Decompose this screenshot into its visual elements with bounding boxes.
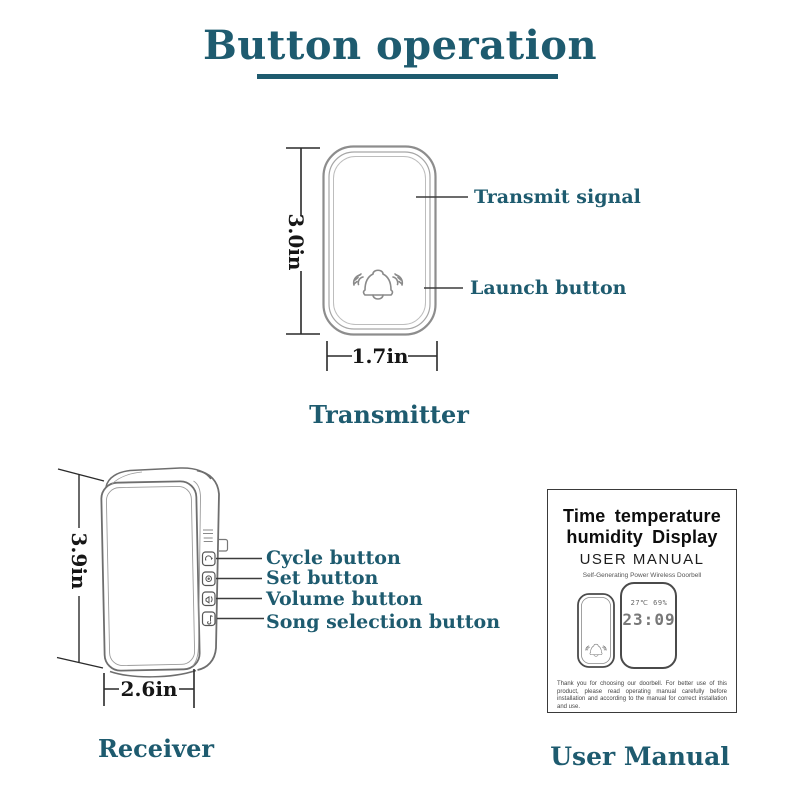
cycle-button-label: Cycle button xyxy=(266,547,401,569)
manual-cover-heading: USER MANUAL xyxy=(579,551,705,568)
transmitter-outline xyxy=(324,147,436,335)
volume-button-label: Volume button xyxy=(266,588,423,610)
user-manual-caption: User Manual xyxy=(550,742,730,771)
manual-lcd-readout: 27℃ 69% xyxy=(630,599,668,607)
receiver-height-label: 3.9in xyxy=(67,532,91,590)
receiver-outline xyxy=(101,468,219,677)
transmit-signal-label: Transmit signal xyxy=(474,186,641,208)
page-title: Button operation xyxy=(202,22,598,69)
manual-cover-tagline: Self-Generating Power Wireless Doorbell xyxy=(582,572,702,579)
manual-cover-title-line2: humidity Display xyxy=(566,527,718,547)
set-button-icon xyxy=(203,572,216,586)
set-button-label: Set button xyxy=(266,567,379,589)
receiver-side-markings xyxy=(203,530,213,542)
cycle-button-icon xyxy=(203,552,216,566)
receiver-caption: Receiver xyxy=(97,734,215,763)
launch-button-label: Launch button xyxy=(470,277,627,299)
song-selection-button-icon xyxy=(203,612,216,626)
manual-cover-title-line1: Time temperature xyxy=(563,506,721,526)
song-selection-button-label: Song selection button xyxy=(266,611,501,633)
receiver-width-label: 2.6in xyxy=(120,677,178,701)
side-plug xyxy=(219,540,228,552)
transmitter-caption: Transmitter xyxy=(309,400,469,429)
transmitter-drawing xyxy=(286,147,468,372)
transmitter-height-label: 3.0in xyxy=(284,213,308,271)
title-underline xyxy=(257,74,558,79)
manual-lcd-time: 23:09 xyxy=(622,610,676,629)
receiver-callout-leader-lines xyxy=(216,559,264,619)
transmitter-width-label: 1.7in xyxy=(351,344,409,368)
volume-button-icon xyxy=(203,592,216,606)
bell-icon xyxy=(354,270,403,299)
manual-cover-note: Thank you for choosing our doorbell. For better use of this product, please read operating manual carefully before installation and according to the manual for correct installation and use. xyxy=(557,681,727,710)
